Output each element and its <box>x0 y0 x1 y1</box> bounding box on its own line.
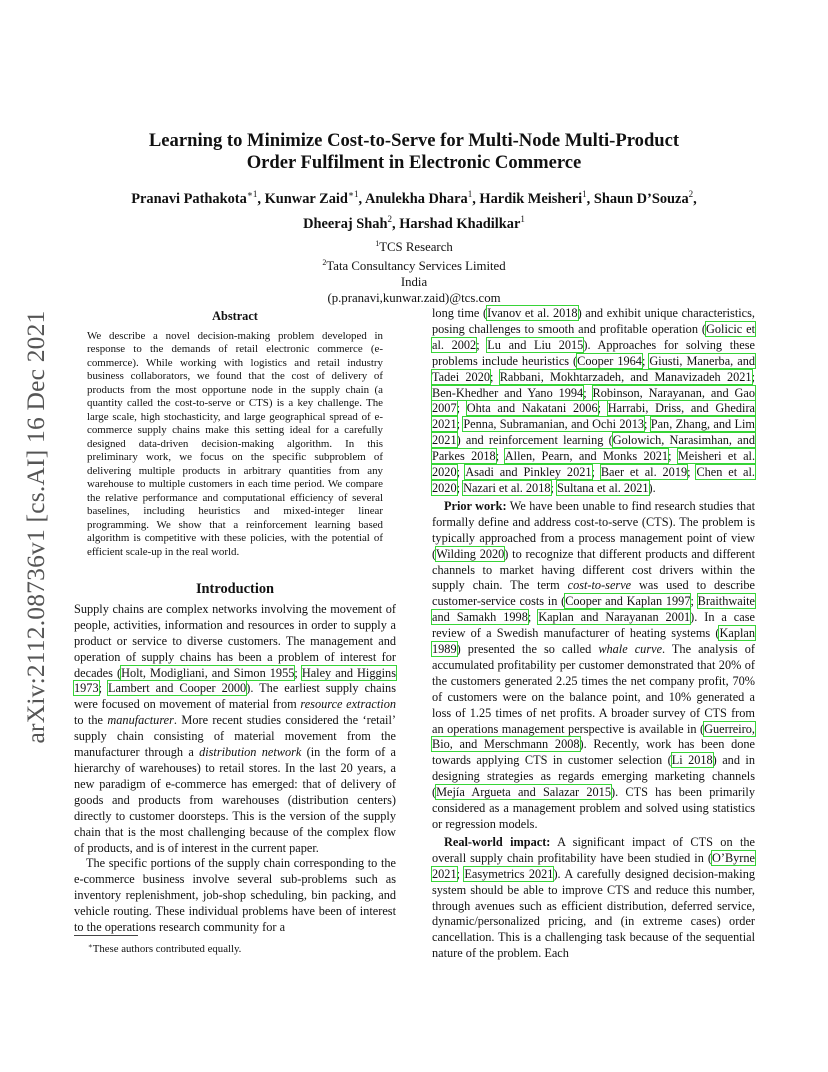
abstract <box>87 310 383 559</box>
author-affiliation-mark: ∗1 <box>347 189 359 199</box>
citation-link[interactable]: Lu and Liu 2015 <box>487 337 584 352</box>
affiliations: $^1$TCS Research $^2$Tata Consultancy Services Limited India (p.pranavi,kunwar.zaid)@tcs.com <box>74 236 754 306</box>
footnote-rule <box>74 935 138 936</box>
author-affiliation-mark: ∗1 <box>246 189 258 199</box>
arxiv-stamp: arXiv:2112.08736v1 [cs.AI] 16 Dec 2021 <box>21 310 50 744</box>
citation-link[interactable]: Chen et al. 2020 <box>432 465 755 495</box>
paper-header <box>74 130 754 306</box>
citation-link[interactable]: Kaplan 1989 <box>432 626 755 657</box>
citation-link[interactable]: Wilding 2020 <box>436 546 505 561</box>
citation-link[interactable]: Meisheri et al. 2020 <box>432 449 756 480</box>
author-name: Anulekha Dhara <box>364 191 468 207</box>
citation-link[interactable]: Giusti, Manerba, and Tadei 2020 <box>432 353 755 384</box>
citation-link[interactable]: Easymetrics 2021 <box>464 866 554 881</box>
author-affiliation-mark: 2 <box>688 189 694 199</box>
right-column <box>432 306 755 962</box>
paper-title: Learning to Minimize Cost-to-Serve for Multi-Node Multi-Product Order Fulfilment in Electronic Commerce <box>148 130 680 173</box>
run-in-heading: Real-world impact: <box>444 834 551 849</box>
citation-link[interactable]: Robinson, Narayanan, and Gao 2007 <box>432 385 755 416</box>
citation-link[interactable]: Penna, Subramanian, and Ochi 2013 <box>463 417 644 432</box>
citation-link[interactable]: Golicic et al. 2002 <box>432 321 755 352</box>
citation-link[interactable]: Sultana et al. 2021 <box>557 480 649 495</box>
author-email: (p.pranavi,kunwar.zaid)@tcs.com <box>327 291 501 305</box>
citation-link[interactable]: Braithwaite and Samakh 1998 <box>432 594 755 625</box>
citation-link[interactable]: Kaplan and Narayanan 2001 <box>538 610 691 625</box>
author-list: Pranavi Pathakota$^{∗1}$, Kunwar Zaid$^{∗1}$, Anulekha Dhara$^1$, Hardik Meisheri$^1$, Shaun D’Souza$^2$, Dheeraj Shah$^2$, Harshad Khadilkar$^1$ <box>131 189 697 232</box>
citation-link[interactable]: Ben-Khedher and Yano 1994 <box>432 385 584 400</box>
citation-link[interactable]: Cooper 1964 <box>577 353 642 368</box>
author-affiliation-mark: 2 <box>387 214 392 224</box>
author-name: Kunwar Zaid <box>264 191 348 207</box>
citation-link[interactable]: Nazari et al. 2018 <box>463 480 551 495</box>
real-world-impact-paragraph: Real-world impact: A significant impact of CTS on the overall supply chain profitability have been studied in (O’Byrne 2021; Easymetrics 2021). A carefully designed decision-making system should be able to improve CTS and reduce this number, through avenues such as efficient distribution, deferred service, dynamic/personalized pricing, and (in extreme cases) order cancellation. This is a challenging task because of the sequential nature of the problem. Each <box>432 834 755 961</box>
citation-link[interactable]: Pan, Zhang, and Lim 2021 <box>432 417 755 448</box>
footnote: ∗These authors contributed equally. <box>88 942 242 955</box>
abstract-text: We describe a novel decision-making problem developed in response to the demands of retail electronic commerce (e-commerce). While working with logistics and retail industry business collaborators, we found that the cost of delivery of products from the most opportune node in the supply chain (a quantity called the cost-to-serve or CTS) is a key challenge. The large scale, high stochasticity, and large geographical spread of e-commerce supply chains make this setting ideal for a carefully designed data-driven decision-making algorithm. In this preliminary work, we focus on the specific subproblem of delivering multiple products in arbitrary quantities from any warehouse to multiple customers in each time period. We compare the relative performance and computational efficiency of several baselines, including heuristics and mixed-integer linear programming. We show that a reinforcement learning based algorithm is competitive with these policies, with the potential of efficient scale-up in the real world. <box>87 329 383 558</box>
abstract-heading: Abstract <box>212 309 258 323</box>
author-affiliation-mark: 1 <box>520 214 525 224</box>
author-name: Harshad Khadilkar <box>399 216 521 232</box>
citation-link[interactable]: Cooper and Kaplan 1997 <box>565 594 691 609</box>
citation-link[interactable]: Baer et al. 2019 <box>600 465 688 480</box>
author-name: Pranavi Pathakota <box>131 191 247 207</box>
citation-link[interactable]: Holt, Modigliani, and Simon 1955 <box>121 665 295 680</box>
citation-link[interactable]: Ivanov et al. 2018 <box>487 306 578 320</box>
left-column <box>74 582 396 936</box>
citation-link[interactable]: Haley and Higgins 1973 <box>74 665 396 696</box>
citation-link[interactable]: Rabbani, Mokhtarzadeh, and Manavizadeh 2021 <box>499 369 752 384</box>
intro-paragraph-1: Supply chains are complex networks involving the movement of people, activities, information and resources in order to supply a product or service to diverse customers. The management and operation of supply chains has been a problem of interest for decades (Holt, Modigliani, and Simon 1955; Haley and Higgins 1973; Lambert and Cooper 2000). The earliest supply chains were focused on movement of material from resource extraction to the manufacturer. More recent studies considered the ‘retail’ supply chain consisting of material movement from the manufacturer through a distribution network (in the form of a hierarchy of warehouses) to retail stores. In the last 20 years, a new paradigm of e-commerce has emerged: that of delivery of goods and products from warehouses (distribution centers) directly to customer doorsteps. This is the version of the supply chain that is the most challenging because of the complex flow of products, and is of interest in the current paper. <box>74 601 396 855</box>
citation-link[interactable]: Allen, Pearn, and Monks 2021 <box>504 449 669 464</box>
citation-link[interactable]: Li 2018 <box>671 753 713 768</box>
citation-link[interactable]: Mejía Argueta and Salazar 2015 <box>436 785 611 800</box>
prior-work-paragraph: Prior work: We have been unable to find research studies that formally define and address cost-to-serve (CTS). The problem is typically approached from a process management point of view (Wilding 2020) to recognize that different products and different channels to market having different cost drivers within the supply chain. The term cost-to-serve was used to describe customer-service costs in (Cooper and Kaplan 1997; Braithwaite and Samakh 1998; Kaplan and Narayanan 2001). In a case review of a Swedish manufacturer of heating systems (Kaplan 1989) presented the so called whale curve. The analysis of accumulated profitability per customer demonstrated that 20% of the customers generated 2.25 times the net company profit, 70% of customers were on the balance point, and 10% generated a loss of 1.25 times of net profits. A broader survey of CTS from an operations management perspective is available in (Guerreiro, Bio, and Merschmann 2008). Recently, work has been done towards applying CTS in customer selection (Li 2018) and in designing strategies as regards emerging marketing channels (Mejía Argueta and Salazar 2015). CTS has been primarily considered as a management problem and solved using statistics or regression models. <box>432 498 756 831</box>
author-name: Dheeraj Shah <box>303 216 388 232</box>
author-affiliation-mark: 1 <box>467 189 473 199</box>
citation-link[interactable]: Asadi and Pinkley 2021 <box>465 465 592 480</box>
citation-link[interactable]: Guerreiro, Bio, and Merschmann 2008 <box>432 721 755 752</box>
citation-link[interactable]: Golowich, Narasimhan, and Parkes 2018 <box>432 433 755 464</box>
citation-link[interactable]: Ohta and Nakatani 2006 <box>466 401 598 416</box>
author-affiliation-mark: 1 <box>582 189 587 199</box>
citation-link[interactable]: Harrabi, Driss, and Ghedira 2021 <box>432 401 755 432</box>
intro-paragraph-2: The specific portions of the supply chain corresponding to the e-commerce business involve several sub-problems such as inventory replenishment, job-shop scheduling, bin packing, and vehicle routing. These individual problems have been of interest to the operations research community for a <box>74 856 396 935</box>
right-paragraph-1: long time (Ivanov et al. 2018) and exhibit unique characteristics, posing challenges to smooth and profitable operation (Golicic et al. 2002; Lu and Liu 2015). Approaches for solving these problems include heuristics (Cooper 1964; Giusti, Manerba, and Tadei 2020; Rabbani, Mokhtarzadeh, and Manavizadeh 2021; Ben-Khedher and Yano 1994; Robinson, Narayanan, and Gao 2007; Ohta and Nakatani 2006; Harrabi, Driss, and Ghedira 2021; Penna, Subramanian, and Ochi 2013; Pan, Zhang, and Lim 2021) and reinforcement learning (Golowich, Narasimhan, and Parkes 2018; Allen, Pearn, and Monks 2021; Meisheri et al. 2020; Asadi and Pinkley 2021; Baer et al. 2019; Chen et al. 2020; Nazari et al. 2018; Sultana et al. 2021). <box>432 306 756 495</box>
run-in-heading: Prior work: <box>444 498 507 513</box>
citation-link[interactable]: O’Byrne 2021 <box>432 850 755 881</box>
citation-link[interactable]: Lambert and Cooper 2000 <box>108 681 247 696</box>
author-name: Hardik Meisheri <box>479 191 583 207</box>
section-heading-introduction: Introduction <box>195 581 275 597</box>
author-name: Shaun D’Souza <box>593 191 689 207</box>
